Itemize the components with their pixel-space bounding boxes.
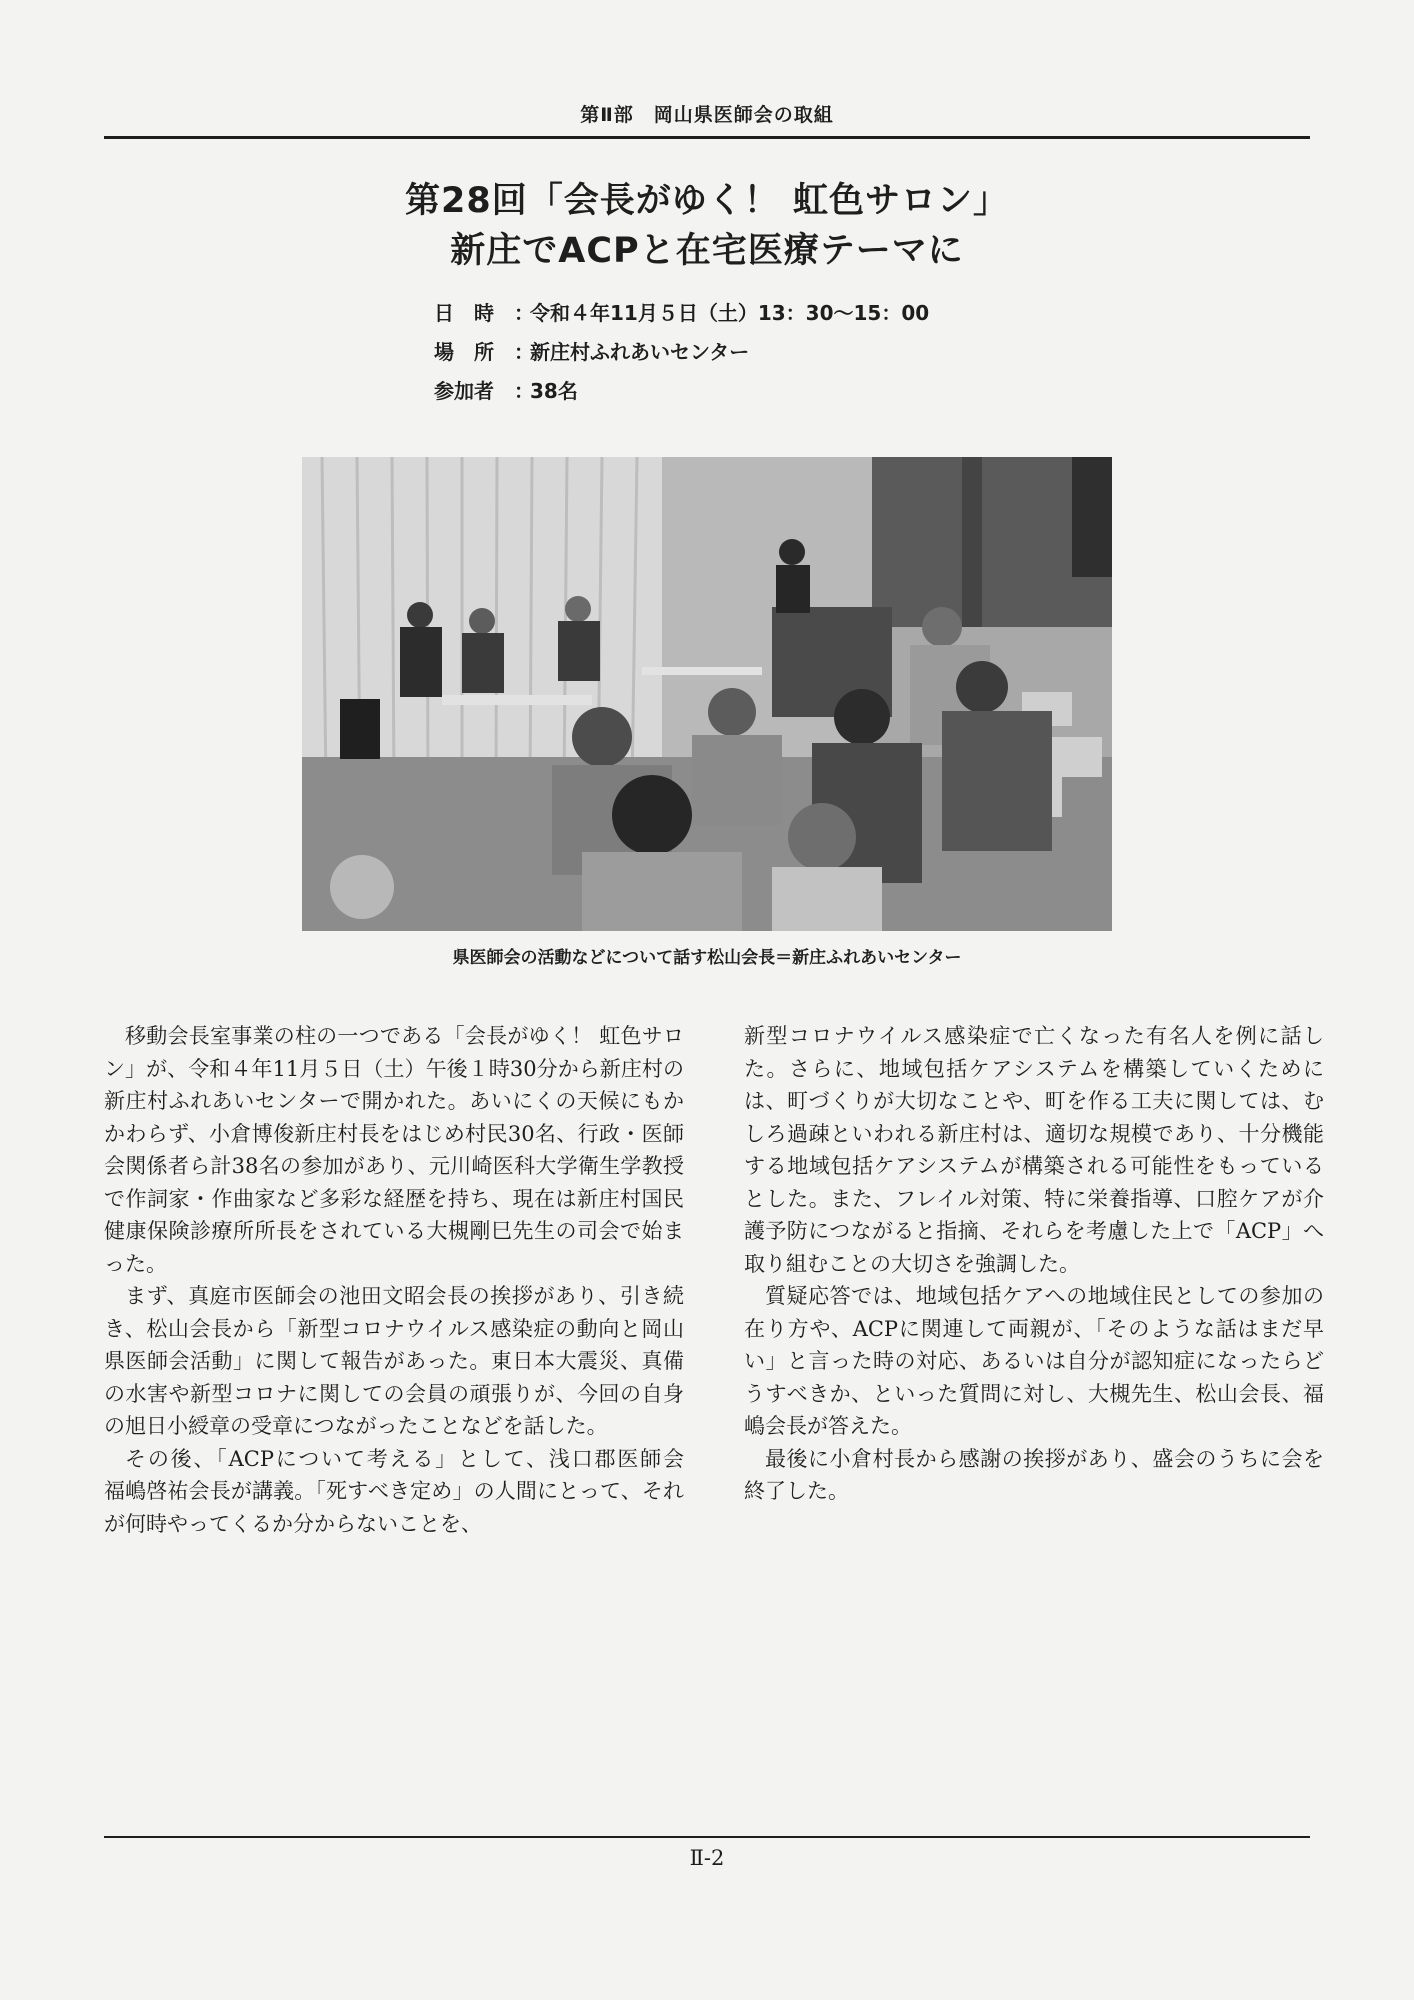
event-photo [302, 457, 1112, 931]
footer-rule [104, 1836, 1310, 1838]
meta-value-datetime: 令和４年11月５日（土）13：30〜15：00 [530, 301, 930, 325]
meta-row-attendees [434, 372, 1134, 411]
running-header: 第Ⅱ部 岡山県医師会の取組 [580, 104, 834, 126]
meta-label-datetime: 日 時 [434, 301, 494, 325]
header-rule [104, 136, 1310, 139]
meta-separator: ： [514, 301, 534, 325]
paragraph: まず、真庭市医師会の池田文昭会長の挨拶があり、引き続き、松山会長から「新型コロナウイルス感染症の動向と岡山県医師会活動」に関して報告があった。東日本大震災、真備の水害や新型コロナに関しての会員の頑張りが、今回の自身の旭日小綬章の受章につながったことなどを話した。 [104, 1284, 684, 1438]
paragraph: 移動会長室事業の柱の一つである「会長がゆく！ 虹色サロン」が、令和４年11月５日（土）午後１時30分から新庄村の新庄村ふれあいセンターで開かれた。あいにくの天候にもかかわらず、小倉博俊新庄村長をはじめ村民30名、行政・医師会関係者ら計38名の参加があり、元川崎医科大学衛生学教授で作詞家・作曲家など多彩な経歴を持ち、現在は新庄村国民健康保険診療所所長をされている大槻剛巳先生の司会で始まった。 [104, 1024, 684, 1276]
title-line-1: 第28回「会長がゆく！ 虹色サロン」 [405, 181, 1009, 221]
title-line-2: 新庄でACPと在宅医療テーマに [450, 231, 964, 271]
meta-value-attendees: 38名 [530, 379, 578, 403]
event-photo-drawing [302, 457, 1112, 931]
article-column-left [104, 1020, 705, 1540]
meta-label-attendees: 参加者 [434, 379, 494, 403]
meta-value-venue: 新庄村ふれあいセンター [530, 340, 750, 364]
event-details [434, 294, 1134, 411]
meta-separator: ： [514, 340, 534, 364]
paragraph: 最後に小倉村長から感謝の挨拶があり、盛会のうちに会を終了した。 [744, 1446, 1324, 1503]
meta-separator: ： [514, 379, 534, 403]
article-column-right [744, 1020, 1324, 1508]
photo-caption: 県医師会の活動などについて話す松山会長＝新庄ふれあいセンター [452, 948, 962, 968]
meta-row-datetime [434, 294, 1134, 333]
paragraph: 新型コロナウイルス感染症で亡くなった有名人を例に話した。さらに、地域包括ケアシステムを構築していくためには、町づくりが大切なことや、町を作る工夫に関しては、むしろ過疎といわれる新庄村は、適切な規模であり、十分機能する地域包括ケアシステムが構築される可能性をもっているとした。また、フレイル対策、特に栄養指導、口腔ケアが介護予防につながると指摘、それらを考慮した上で「ACP」へ取り組むことの大切さを強調した。 [744, 1024, 1324, 1276]
meta-label-venue: 場 所 [434, 340, 494, 364]
article-title [0, 176, 1414, 276]
paragraph: 質疑応答では、地域包括ケアへの地域住民としての参加の在り方や、ACPに関連して両親が、「そのような話はまだ早い」と言った時の対応、あるいは自分が認知症になったらどうすべきか、といった質問に対し、大槻先生、松山会長、福嶋会長が答えた。 [744, 1284, 1324, 1438]
paragraph: その後、「ACPについて考える」として、浅口郡医師会 福嶋啓祐会長が講義。「死すべき定め」の人間にとって、それが何時やってくるか分からないことを、 [104, 1446, 705, 1536]
meta-row-venue [434, 333, 1134, 372]
page-number: Ⅱ-2 [689, 1846, 725, 1870]
